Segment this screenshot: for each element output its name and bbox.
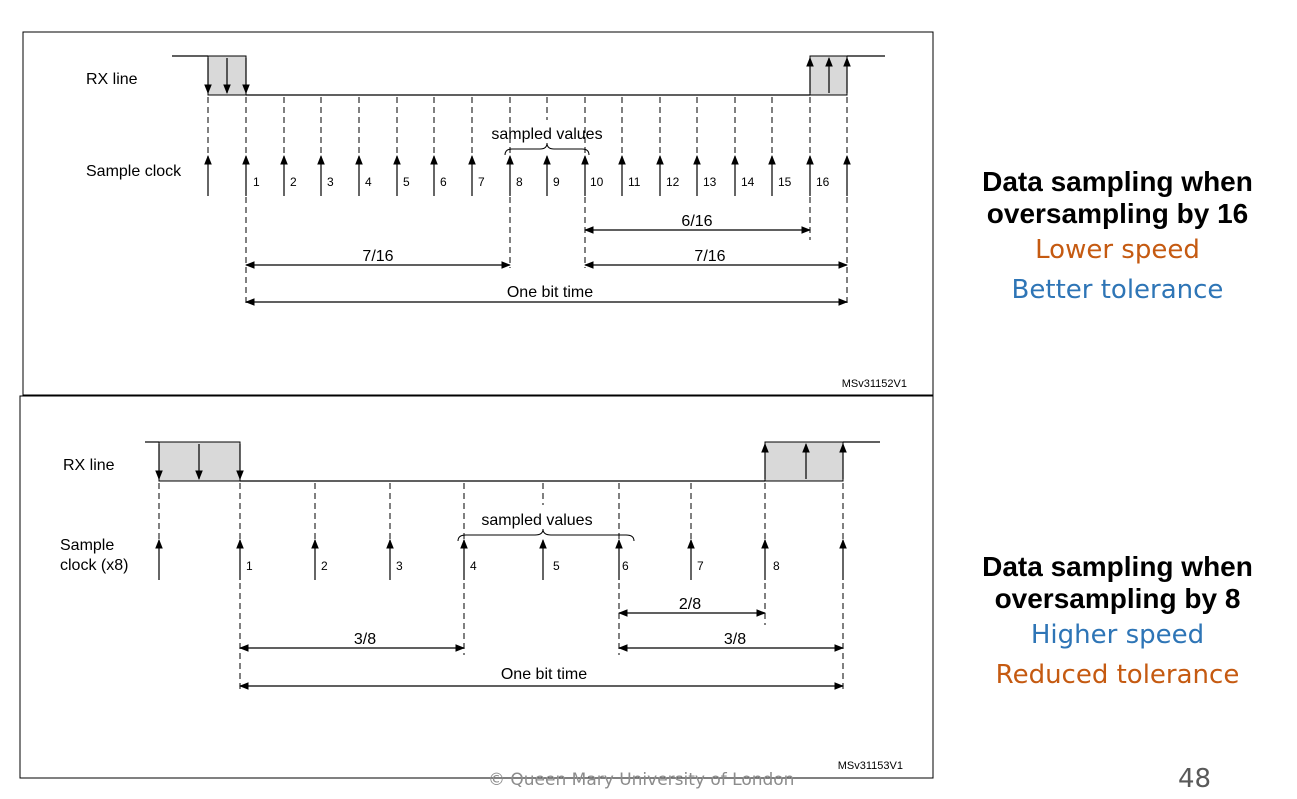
tick-label: 6: [622, 559, 629, 573]
figure-code-x8: MSv31153V1: [837, 760, 903, 772]
tick-label: 1: [246, 559, 253, 573]
one-bit-time-label-x16: One bit time: [506, 284, 594, 301]
tick-label: 10: [590, 175, 604, 189]
tick-label: 13: [703, 175, 717, 189]
caption-x16-title-line1: Data sampling when: [982, 166, 1253, 197]
tick-label: 15: [778, 175, 792, 189]
tick-label: 9: [553, 175, 560, 189]
diagram-x8: [20, 396, 933, 778]
page-number: 48: [1178, 764, 1212, 794]
tick-label: 5: [553, 559, 560, 573]
interval-right-label-x16: 7/16: [694, 248, 726, 265]
rx-line-waveform-x16: [172, 56, 885, 95]
tick-label: 6: [440, 175, 447, 189]
caption-x8: [940, 551, 1295, 695]
tick-label: 2: [321, 559, 328, 573]
tick-numbers-x16: [253, 175, 830, 189]
caption-x16-tolerance: Better tolerance: [1011, 275, 1224, 305]
caption-x16-speed: Lower speed: [1035, 235, 1200, 265]
tick-label: 4: [470, 559, 477, 573]
interval-right-label-x8: 3/8: [723, 631, 747, 648]
figure-code-x16: MSv31152V1: [841, 378, 907, 390]
sample-clock-arrows-x8: [159, 540, 843, 580]
sampled-values-brace-x16: [505, 143, 589, 155]
stop-bit-shade: [765, 442, 843, 481]
sampled-values-label-x16: sampled values: [491, 126, 603, 143]
tick-label: 14: [741, 175, 755, 189]
tick-label: 3: [396, 559, 403, 573]
caption-x16-title-line2: oversampling by 16: [986, 198, 1249, 229]
sample-clock-label-x16: Sample clock: [86, 163, 182, 180]
interval-mid-label-x8: 2/8: [678, 596, 702, 613]
caption-x8-speed: Higher speed: [1030, 620, 1205, 650]
tick-label: 2: [290, 175, 297, 189]
sample-clock-label-x8-line1: Sample: [60, 537, 115, 554]
caption-x16: [940, 166, 1295, 310]
tick-label: 8: [773, 559, 780, 573]
interval-left-label-x8: 3/8: [353, 631, 377, 648]
rx-line-label-x8: RX line: [63, 457, 115, 474]
tick-label: 7: [697, 559, 704, 573]
tick-label: 11: [628, 175, 641, 189]
tick-label: 4: [365, 175, 372, 189]
interval-left-label-x16: 7/16: [362, 248, 394, 265]
sampled-values-brace-x8: [458, 529, 634, 541]
rx-line-label-x16: RX line: [86, 71, 138, 88]
tick-label: 3: [327, 175, 334, 189]
diagram-x16-frame: [23, 32, 933, 395]
interval-mid-label-x16: 6/16: [681, 213, 713, 230]
caption-x8-title-line1: Data sampling when: [982, 551, 1253, 582]
sample-clock-label-x8-line2: clock (x8): [60, 557, 129, 574]
tick-label: 8: [516, 175, 523, 189]
tick-label: 12: [666, 175, 680, 189]
sampled-values-label-x8: sampled values: [481, 512, 593, 529]
footer-copyright: © Queen Mary University of London: [488, 770, 795, 790]
tick-label: 5: [403, 175, 410, 189]
tick-label: 16: [816, 175, 830, 189]
caption-x8-title-line2: oversampling by 8: [994, 583, 1241, 614]
diagram-x16: [23, 32, 933, 395]
tick-label: 7: [478, 175, 485, 189]
tick-label: 1: [253, 175, 260, 189]
caption-x8-tolerance: Reduced tolerance: [995, 660, 1240, 690]
rx-line-waveform-x8: [145, 442, 880, 481]
one-bit-time-label-x8: One bit time: [500, 666, 588, 683]
tick-numbers-x8: [246, 559, 780, 573]
